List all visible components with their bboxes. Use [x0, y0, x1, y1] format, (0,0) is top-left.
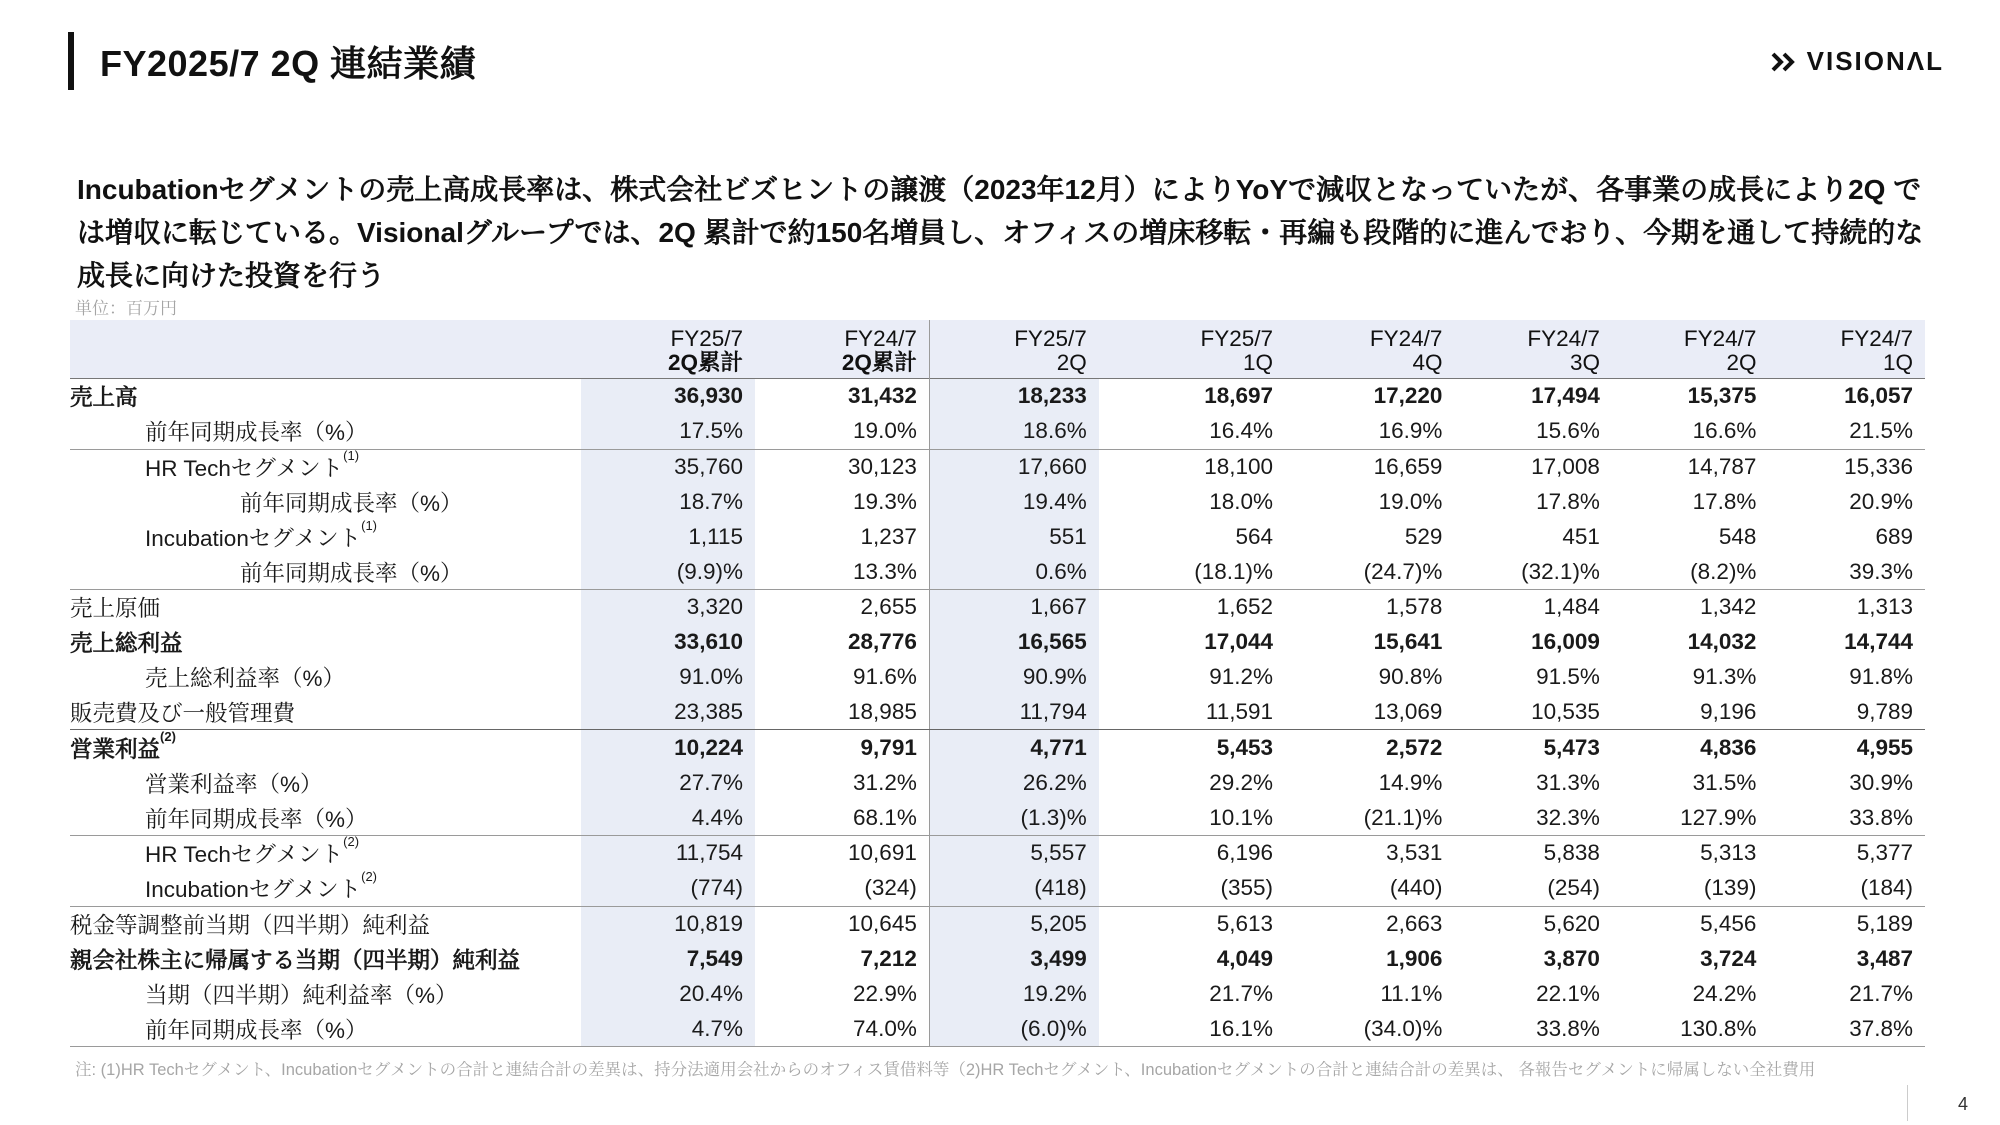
column-header-period: FY24/7 [1527, 326, 1600, 351]
table-cell: 29.2% [1209, 769, 1274, 795]
column-header-period: FY25/7 [1200, 326, 1274, 351]
table-cell: 4,049 [1216, 945, 1274, 971]
table-row [70, 414, 1925, 449]
row-label [70, 660, 581, 695]
table-cell: 1,906 [1386, 945, 1443, 971]
table-cell: (8.2)% [1612, 554, 1769, 589]
table-cell: (32.1)% [1454, 554, 1612, 589]
column-header-blank [70, 320, 581, 379]
table-cell: 31.2% [853, 769, 917, 795]
table-cell: (1.3)% [929, 800, 1098, 835]
table-cell: 5,456 [1700, 911, 1757, 937]
table-cell: 2,572 [1386, 734, 1443, 760]
table-row [70, 835, 1925, 870]
table-cell: 5,473 [1543, 734, 1600, 760]
table-row [70, 590, 1925, 625]
column-header [1612, 320, 1769, 379]
row-label-text: 売上総利益 [70, 631, 183, 657]
table-cell: (774) [581, 871, 755, 906]
table-cell: 14.9% [1378, 769, 1443, 795]
table-cell: 33,610 [581, 625, 755, 660]
table-cell: 10,645 [848, 911, 917, 937]
table-cell: 10,535 [1454, 695, 1612, 730]
table-cell: 16.6% [1612, 414, 1769, 449]
row-label-text: 売上総利益率（%） [145, 666, 346, 692]
column-header [929, 320, 1098, 379]
table-cell: (24.7)% [1285, 554, 1454, 589]
row-label-text: 前年同期成長率（%） [145, 806, 368, 832]
row-label [70, 695, 581, 730]
table-cell: 1,667 [929, 590, 1098, 625]
table-cell: 10.1% [1099, 800, 1285, 835]
table-cell: 3,499 [929, 942, 1098, 977]
table-cell: 2,655 [860, 594, 917, 620]
table-cell: 5,557 [929, 835, 1098, 870]
table-cell: 13.3% [755, 554, 929, 589]
table-cell: 5,313 [1700, 840, 1757, 866]
row-label [70, 976, 581, 1011]
row-label-text: Incubationセグメント [145, 525, 362, 551]
table-cell: 21.7% [1209, 980, 1274, 1006]
table-cell: 17.5% [581, 414, 755, 449]
table-cell: 7,549 [581, 942, 755, 977]
table-cell: 18,100 [1204, 454, 1274, 480]
table-cell: 18,233 [929, 379, 1098, 414]
table-row [70, 379, 1925, 414]
table-cell: 90.9% [929, 660, 1098, 695]
table-cell: (324) [755, 871, 929, 906]
table-cell: 18,697 [1204, 383, 1274, 409]
table-cell: (9.9)% [581, 554, 755, 589]
table-row [70, 660, 1925, 695]
table-cell: 33.8% [1454, 1011, 1612, 1046]
column-header [755, 320, 929, 379]
title-accent-bar [68, 32, 74, 90]
table-row [70, 942, 1925, 977]
table-cell: 10,819 [581, 906, 755, 941]
table-row [70, 765, 1925, 800]
table-cell: (440) [1285, 871, 1454, 906]
column-header-period: FY24/7 [1369, 326, 1443, 351]
table-cell: (34.0)% [1285, 1011, 1454, 1046]
column-header-sub: 2Q [1056, 350, 1087, 375]
table-cell: 1,578 [1386, 594, 1443, 620]
column-header-sub: 2Q [1726, 350, 1757, 375]
table-cell: 17,220 [1373, 383, 1443, 409]
table-cell: 39.3% [1768, 554, 1925, 589]
table-row [70, 625, 1925, 660]
table-cell: 14,787 [1687, 454, 1757, 480]
column-header-period: FY25/7 [1014, 326, 1087, 351]
row-label-text: 営業利益率（%） [145, 771, 323, 797]
table-cell: 30,123 [848, 454, 917, 480]
table-cell: 3,724 [1700, 945, 1757, 971]
table-cell: 32.3% [1454, 800, 1612, 835]
table-cell: 14,032 [1687, 629, 1757, 655]
column-header [1285, 320, 1454, 379]
row-label-text: 当期（四半期）純利益率（%） [145, 982, 458, 1008]
table-cell: 9,789 [1768, 695, 1925, 730]
table-cell: (18.1)% [1099, 554, 1285, 589]
table-cell: 91.2% [1209, 664, 1274, 690]
table-cell: 91.5% [1536, 664, 1600, 690]
table-cell: 17.8% [1692, 488, 1757, 514]
row-label [70, 942, 581, 977]
column-header [1454, 320, 1612, 379]
row-label-text: 前年同期成長率（%） [145, 1017, 368, 1043]
row-label-text: 売上高 [70, 385, 138, 411]
table-cell: 16.9% [1285, 414, 1454, 449]
table-cell: (139) [1612, 871, 1769, 906]
page-title: FY2025/7 2Q 連結業績 [100, 43, 477, 84]
row-label [70, 906, 581, 941]
footnote-marker: (2) [160, 728, 176, 744]
table-cell: 14,744 [1844, 629, 1913, 655]
column-header-period: FY24/7 [1840, 326, 1913, 351]
row-label-text: 税金等調整前当期（四半期）純利益 [70, 913, 431, 939]
table-cell: 529 [1404, 523, 1443, 549]
table-header-row [70, 320, 1925, 379]
table-cell: 37.8% [1768, 1011, 1925, 1046]
table-cell: 0.6% [929, 554, 1098, 589]
table-cell: 1,342 [1700, 594, 1757, 620]
row-label-text: 前年同期成長率（%） [145, 420, 368, 446]
column-header-sub: 2Q累計 [667, 350, 743, 375]
table-body [70, 379, 1925, 1047]
table-cell: 31,432 [848, 383, 917, 409]
table-cell: 10,691 [848, 840, 917, 866]
table-cell: 15.6% [1454, 414, 1612, 449]
table-cell: 1,237 [860, 523, 917, 549]
column-header [1768, 320, 1925, 379]
table-cell: 5,838 [1543, 840, 1600, 866]
table-cell: 1,484 [1543, 594, 1600, 620]
table-cell: 21.7% [1849, 980, 1913, 1006]
table-row [70, 449, 1925, 484]
column-header-period: FY24/7 [844, 326, 917, 351]
table-cell: 91.3% [1692, 664, 1757, 690]
table-cell: 19.4% [929, 485, 1098, 520]
table-cell: 127.9% [1612, 800, 1769, 835]
table-cell: 90.8% [1378, 664, 1443, 690]
row-label-text: 前年同期成長率（%） [240, 490, 463, 516]
table-cell: 31.5% [1692, 769, 1757, 795]
table-cell: 11.1% [1380, 980, 1443, 1006]
table-row [70, 695, 1925, 730]
table-row [70, 871, 1925, 906]
table-cell: 19.2% [929, 976, 1098, 1011]
table-cell: 68.1% [755, 800, 929, 835]
table-cell: 130.8% [1612, 1011, 1769, 1046]
table-cell: 548 [1718, 523, 1757, 549]
table-cell: 24.2% [1692, 980, 1757, 1006]
table-cell: 16,057 [1844, 383, 1913, 409]
table-cell: (184) [1768, 871, 1925, 906]
row-label [70, 414, 581, 449]
company-logo [1771, 46, 1944, 77]
table-cell: 3,870 [1543, 945, 1600, 971]
column-header-sub: 1Q [1882, 350, 1913, 375]
row-label [70, 1011, 581, 1046]
table-cell: (21.1)% [1285, 800, 1454, 835]
column-header-period: FY24/7 [1683, 326, 1757, 351]
table-cell: 3,531 [1386, 840, 1443, 866]
table-cell: 28,776 [848, 629, 917, 655]
footnote-marker: (1) [343, 448, 360, 464]
row-label [70, 871, 581, 906]
table-cell: 4,836 [1700, 734, 1757, 760]
table-cell: 10,224 [581, 730, 755, 765]
page-divider [1907, 1085, 1908, 1121]
row-label [70, 379, 581, 414]
double-chevron-icon [1771, 51, 1801, 73]
table-cell: 17,008 [1531, 454, 1600, 480]
table-cell: 2,663 [1386, 911, 1443, 937]
row-label-text: HR Techセグメント [145, 456, 344, 482]
table-cell: 564 [1235, 523, 1274, 549]
column-header [581, 320, 755, 379]
lead-summary: Incubationセグメントの売上高成長率は、株式会社ビズヒントの譲渡（2023年12月）によりYoYで減収となっていたが、各事業の成長により2Q では増収に転じている。Visionalグループでは、2Q 累計で約150名増員し、オフィスの増床移転・再編も段階的に進んでおり、今期を通して持続的な成長に向けた投資を行う [77, 174, 1924, 291]
table-row [70, 800, 1925, 835]
table-row [70, 1011, 1925, 1046]
table-cell: 4.7% [581, 1011, 755, 1046]
table-cell: 5,453 [1216, 734, 1274, 760]
row-label-text: Incubationセグメント [145, 877, 362, 903]
row-label [70, 800, 581, 835]
table-cell: 35,760 [581, 449, 755, 484]
table-cell: 16,565 [929, 625, 1098, 660]
table-row [70, 554, 1925, 589]
table-cell: 689 [1875, 523, 1913, 549]
table-row [70, 906, 1925, 941]
table-cell: 19.0% [1378, 488, 1443, 514]
table-cell: 21.5% [1768, 414, 1925, 449]
table-cell: 20.4% [581, 976, 755, 1011]
table-cell: (418) [929, 871, 1098, 906]
footnote-marker: (2) [361, 869, 377, 885]
table-cell: 22.1% [1536, 980, 1600, 1006]
column-header-sub: 1Q [1243, 350, 1274, 375]
table-cell: 1,313 [1856, 594, 1913, 620]
table-cell: 26.2% [929, 765, 1098, 800]
logo-text: VISIONΛL [1806, 46, 1944, 76]
table-cell: 20.9% [1849, 488, 1913, 514]
table-cell: 91.0% [581, 660, 755, 695]
row-label [70, 449, 581, 484]
table-cell: 15,641 [1373, 629, 1443, 655]
table-cell: 5,189 [1856, 911, 1913, 937]
table-cell: 7,212 [860, 945, 917, 971]
row-label-text: 売上原価 [70, 596, 161, 622]
column-header-period: FY25/7 [670, 326, 743, 351]
table-cell: 91.6% [853, 664, 917, 690]
table-cell: (355) [1099, 871, 1285, 906]
table-cell: 18.0% [1209, 488, 1274, 514]
table-cell: (254) [1454, 871, 1612, 906]
footnote-marker: (1) [361, 517, 377, 533]
table-cell: 16.1% [1099, 1011, 1285, 1046]
table-cell: 27.7% [581, 765, 755, 800]
table-row [70, 485, 1925, 520]
table-cell: 22.9% [853, 980, 917, 1006]
table-cell: 4,955 [1856, 734, 1913, 760]
row-label [70, 835, 581, 870]
table-cell: 31.3% [1536, 769, 1600, 795]
table-cell: (6.0)% [929, 1011, 1098, 1046]
table-cell: 18.6% [929, 414, 1098, 449]
column-header-sub: 4Q [1412, 350, 1443, 375]
row-label [70, 730, 581, 765]
row-label [70, 485, 581, 520]
table-row [70, 730, 1925, 765]
table-cell: 33.8% [1768, 800, 1925, 835]
row-label [70, 519, 581, 554]
table-cell: 17,660 [929, 449, 1098, 484]
row-label [70, 625, 581, 660]
table-cell: 11,591 [1099, 695, 1285, 730]
table-cell: 551 [929, 519, 1098, 554]
table-cell: 3,487 [1856, 945, 1913, 971]
row-label-text: 販売費及び一般管理費 [70, 701, 296, 727]
table-cell: 16.4% [1099, 414, 1285, 449]
table-cell: 18.7% [581, 485, 755, 520]
column-header-sub: 3Q [1569, 350, 1600, 375]
table-cell: 18,985 [755, 695, 929, 730]
table-cell: 17,494 [1531, 383, 1600, 409]
table-cell: 19.0% [755, 414, 929, 449]
table-cell: 15,336 [1844, 454, 1913, 480]
table-cell: 9,196 [1612, 695, 1769, 730]
table-cell: 11,794 [929, 695, 1098, 730]
row-label [70, 765, 581, 800]
table-row [70, 976, 1925, 1011]
table-row [70, 519, 1925, 554]
row-label [70, 590, 581, 625]
row-label-text: 前年同期成長率（%） [240, 560, 463, 586]
table-cell: 36,930 [581, 379, 755, 414]
table-cell: 1,115 [581, 519, 755, 554]
consolidated-results-table [70, 320, 1925, 1047]
table-cell: 15,375 [1687, 383, 1757, 409]
column-header-sub: 2Q累計 [841, 350, 917, 375]
table-cell: 19.3% [853, 488, 917, 514]
table-cell: 5,620 [1543, 911, 1600, 937]
table-cell: 5,613 [1216, 911, 1274, 937]
table-cell: 6,196 [1216, 840, 1274, 866]
table-cell: 16,009 [1531, 629, 1600, 655]
column-header [1099, 320, 1285, 379]
table-cell: 91.8% [1849, 664, 1913, 690]
table-cell: 74.0% [755, 1011, 929, 1046]
row-label-text: HR Techセグメント [145, 842, 344, 868]
table-cell: 23,385 [581, 695, 755, 730]
table-cell: 16,659 [1373, 454, 1443, 480]
footnote: 注: (1)HR Techセグメント、Incubationセグメントの合計と連結合計の差異は、持分法適用会社からのオフィス賃借料等（2)HR Techセグメント、Incubationセグメントの合計と連結合計の差異は、 各報告セグメントに帰属しない全社費用 [75, 1061, 1816, 1079]
table-cell: 17.8% [1536, 488, 1600, 514]
table-cell: 5,377 [1856, 840, 1913, 866]
table-cell: 11,754 [581, 835, 755, 870]
table-cell: 9,791 [860, 734, 917, 760]
table-cell: 5,205 [929, 906, 1098, 941]
table-cell: 13,069 [1285, 695, 1454, 730]
table-cell: 30.9% [1849, 769, 1913, 795]
table-cell: 451 [1562, 523, 1600, 549]
table-cell: 4.4% [581, 800, 755, 835]
unit-label: 単位：百万円 [75, 299, 177, 318]
row-label [70, 554, 581, 589]
page-number: 4 [1958, 1094, 1969, 1114]
table-cell: 4,771 [929, 730, 1098, 765]
footnote-marker: (2) [343, 834, 360, 850]
table-cell: 17,044 [1204, 629, 1274, 655]
table-cell: 3,320 [581, 590, 755, 625]
row-label-text: 親会社株主に帰属する当期（四半期）純利益 [70, 947, 521, 973]
row-label-text: 営業利益 [70, 736, 161, 762]
table-cell: 1,652 [1216, 594, 1274, 620]
